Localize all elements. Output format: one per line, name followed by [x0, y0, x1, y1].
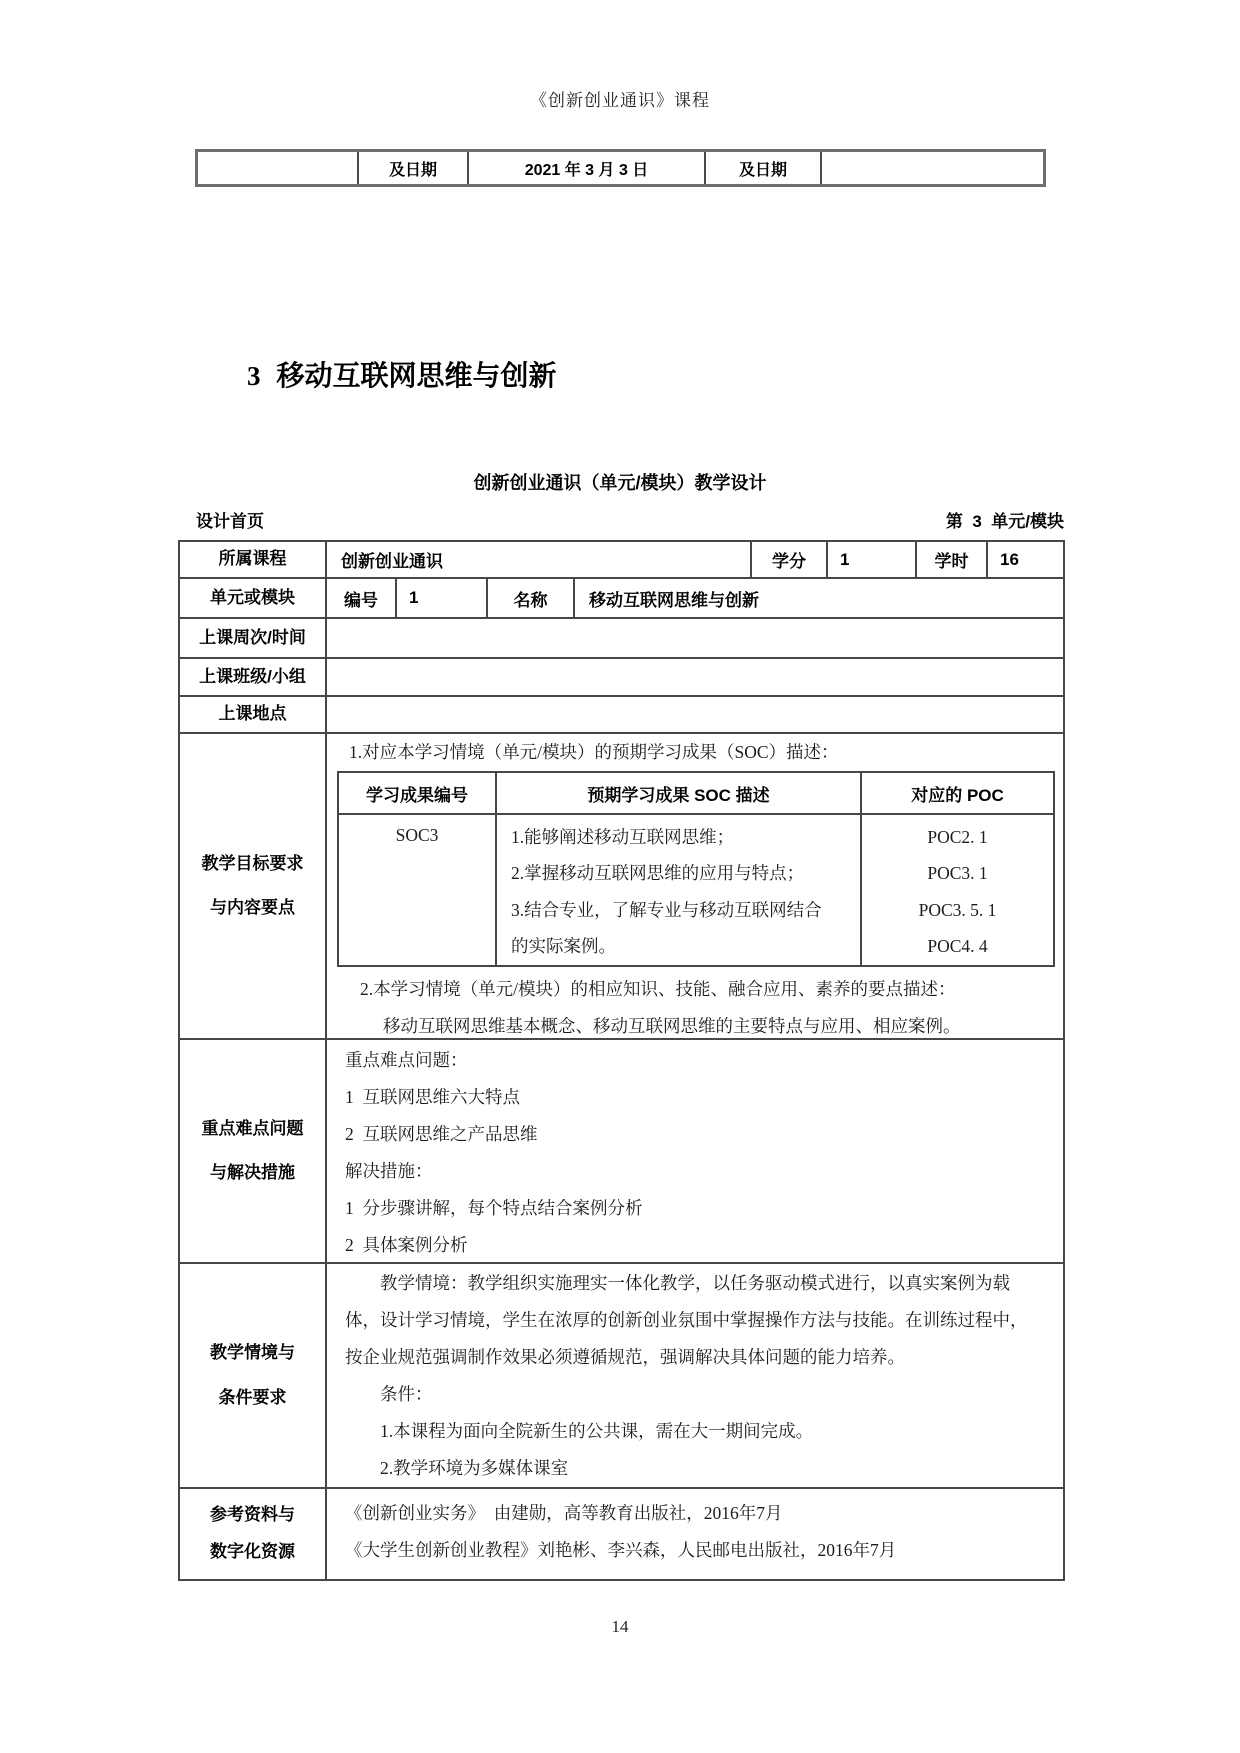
table-row [180, 659, 1063, 697]
soc-table [337, 771, 1055, 967]
references-label: 参考资料与 数字化资源 [180, 1489, 327, 1579]
design-front-page-label: 设计首页 [196, 512, 264, 531]
chapter-number: 3 [247, 361, 261, 391]
place-value [327, 697, 1063, 732]
table-row-difficulties [180, 1040, 1063, 1264]
course-value: 创新创业通识 [327, 542, 752, 577]
week-time-label: 上课周次/时间 [180, 619, 327, 657]
signature-date-table [195, 149, 1046, 187]
course-header-title: 《创新创业通识》课程 [530, 91, 710, 110]
number-value: 1 [397, 579, 488, 617]
number-label: 编号 [327, 579, 397, 617]
table-cell-and-date-2: 及日期 [706, 152, 822, 184]
doc-subtitle: 创新创业通识（单元/模块）教学设计 [473, 473, 767, 493]
soc-intro-line: 1.对应本学习情境（单元/模块）的预期学习成果（SOC）描述： [349, 742, 839, 762]
credit-label: 学分 [752, 542, 828, 577]
table-row-objectives [180, 734, 1063, 1040]
week-time-value [327, 619, 1063, 657]
objectives-outro-line1: 2.本学习情境（单元/模块）的相应知识、技能、融合应用、素养的要点描述： [360, 978, 956, 999]
class-group-label: 上课班级/小组 [180, 659, 327, 695]
name-label: 名称 [488, 579, 575, 617]
references-content: 《创新创业实务》 由建勋，高等教育出版社，2016年7月 《大学生创新创业教程》刘艳彬、李兴森，人民邮电出版社，2016年7月 [345, 1503, 897, 1560]
table-row [180, 542, 1063, 579]
table-row [180, 619, 1063, 659]
soc-code-cell: SOC3 [338, 814, 496, 966]
course-label: 所属课程 [180, 542, 327, 577]
situation-content: 教学情境：教学组织实施理实一体化教学，以任务驱动模式进行，以真实案例为载 体，设计学习情境，学生在浓厚的创新创业氛围中掌握操作方法与技能。在训练过程中， 按企业规范强调制作效果必须遵循规范，强调解决具体问题的能力培养。 条件： 1.本课程为面向全院新生的公共课，需在大一期间完成。 2.教学环境为多媒体课室 [345, 1273, 1028, 1478]
table-row [180, 579, 1063, 619]
table-cell-empty-2 [822, 152, 1043, 184]
objectives-label: 教学目标要求 与内容要点 [180, 734, 327, 1038]
hours-value: 16 [1000, 549, 1019, 569]
difficulties-content: 重点难点问题： 1 互联网思维六大特点 2 互联网思维之产品思维 解决措施： 1 分步骤讲解，每个特点结合案例分析 2 具体案例分析 [345, 1050, 643, 1255]
table-row-situation [180, 1264, 1063, 1489]
hours-label: 学时 [917, 542, 988, 577]
table-row-references [180, 1489, 1063, 1579]
soc-desc-cell: 1.能够阐述移动互联网思维； 2.掌握移动互联网思维的应用与特点； 3.结合专业，了解专业与移动互联网结合 的实际案例。 [496, 814, 861, 966]
chapter-heading [247, 354, 557, 394]
design-header-line [196, 507, 1064, 532]
soc-table-header-poc: 对应的 POC [861, 772, 1054, 814]
situation-label: 教学情境与 条件要求 [180, 1264, 327, 1487]
class-group-value [327, 659, 1063, 695]
unit-indicator: 第 3 单元/模块 [945, 512, 1064, 531]
objectives-content [327, 734, 1063, 1038]
table-cell-and-date: 及日期 [359, 152, 469, 184]
difficulties-label: 重点难点问题 与解决措施 [180, 1040, 327, 1262]
table-cell-date-value: 2021 年 3 月 3 日 [469, 152, 706, 184]
objectives-outro-line2: 移动互联网思维基本概念、移动互联网思维的主要特点与应用、相应案例。 [383, 1015, 961, 1036]
credit-value: 1 [828, 542, 917, 577]
table-cell-empty [198, 152, 359, 184]
table-row [180, 697, 1063, 734]
teaching-design-table [178, 540, 1065, 1581]
page-number: 14 [611, 1617, 629, 1636]
name-value: 移动互联网思维与创新 [589, 590, 759, 610]
unit-label: 单元或模块 [180, 579, 327, 617]
place-label: 上课地点 [180, 697, 327, 732]
soc-table-header-desc: 预期学习成果 SOC 描述 [496, 772, 861, 814]
soc-table-header-code: 学习成果编号 [338, 772, 496, 814]
chapter-title: 移动互联网思维与创新 [276, 360, 557, 391]
poc-cell: POC2. 1 POC3. 1 POC3. 5. 1 POC4. 4 [861, 814, 1054, 966]
